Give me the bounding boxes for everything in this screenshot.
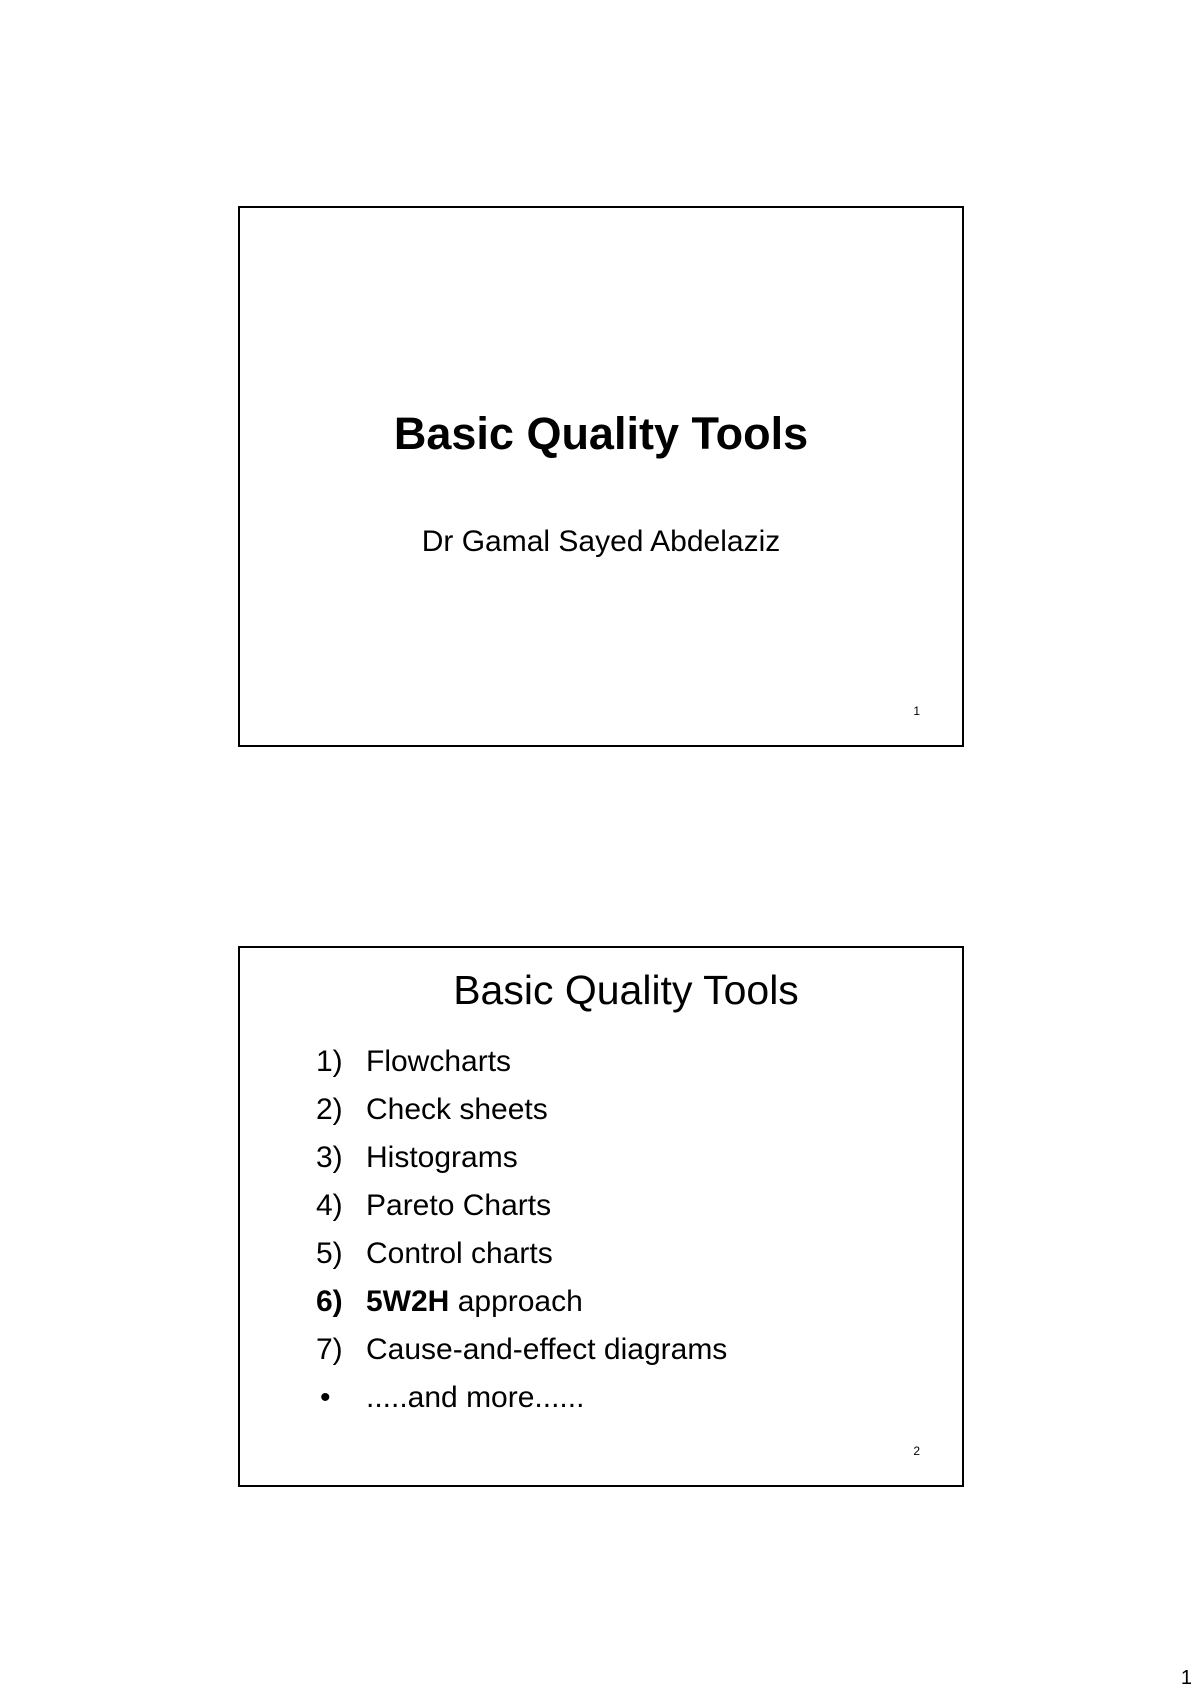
list-item-number: 1): [316, 1045, 343, 1078]
list-item: [316, 1332, 727, 1380]
list-item-number: 2): [316, 1093, 343, 1126]
list-item-number: 3): [316, 1141, 343, 1174]
list-item-text: approach: [449, 1285, 583, 1318]
list-item-text: Histograms: [366, 1141, 518, 1174]
list-item-text: Control charts: [366, 1237, 553, 1270]
list-item-number: 7): [316, 1333, 343, 1366]
list-item-number: 6): [316, 1285, 343, 1318]
list-item-number: 4): [316, 1189, 343, 1222]
list-item: [316, 1284, 727, 1332]
bullet-icon: •: [320, 1381, 331, 1414]
bullet-item: [316, 1380, 727, 1428]
bullet-item-text: .....and more......: [366, 1381, 585, 1414]
slide-2-number: 2: [913, 1444, 920, 1458]
list-item-text: Cause-and-effect diagrams: [366, 1333, 728, 1366]
list-item: [316, 1092, 727, 1140]
list-item: [316, 1140, 727, 1188]
slide-1-author: Dr Gamal Sayed Abdelaziz: [421, 525, 781, 558]
slide-1-title: Basic Quality Tools: [393, 408, 809, 459]
page-number: 1: [1180, 1667, 1192, 1689]
list-item-text: Flowcharts: [366, 1045, 512, 1078]
list-item-text: Pareto Charts: [366, 1189, 552, 1222]
tool-list: [316, 1044, 727, 1428]
list-item-emphasis: 5W2H: [366, 1285, 450, 1318]
slide-2-title: Basic Quality Tools: [453, 967, 799, 1013]
list-item-number: 5): [316, 1237, 343, 1270]
list-item-text: Check sheets: [366, 1093, 548, 1126]
list-item: [316, 1044, 727, 1092]
list-item: [316, 1188, 727, 1236]
slide-1-number: 1: [913, 704, 920, 718]
slide-2: [238, 946, 964, 1487]
list-item: [316, 1236, 727, 1284]
slide-1: [238, 206, 964, 747]
